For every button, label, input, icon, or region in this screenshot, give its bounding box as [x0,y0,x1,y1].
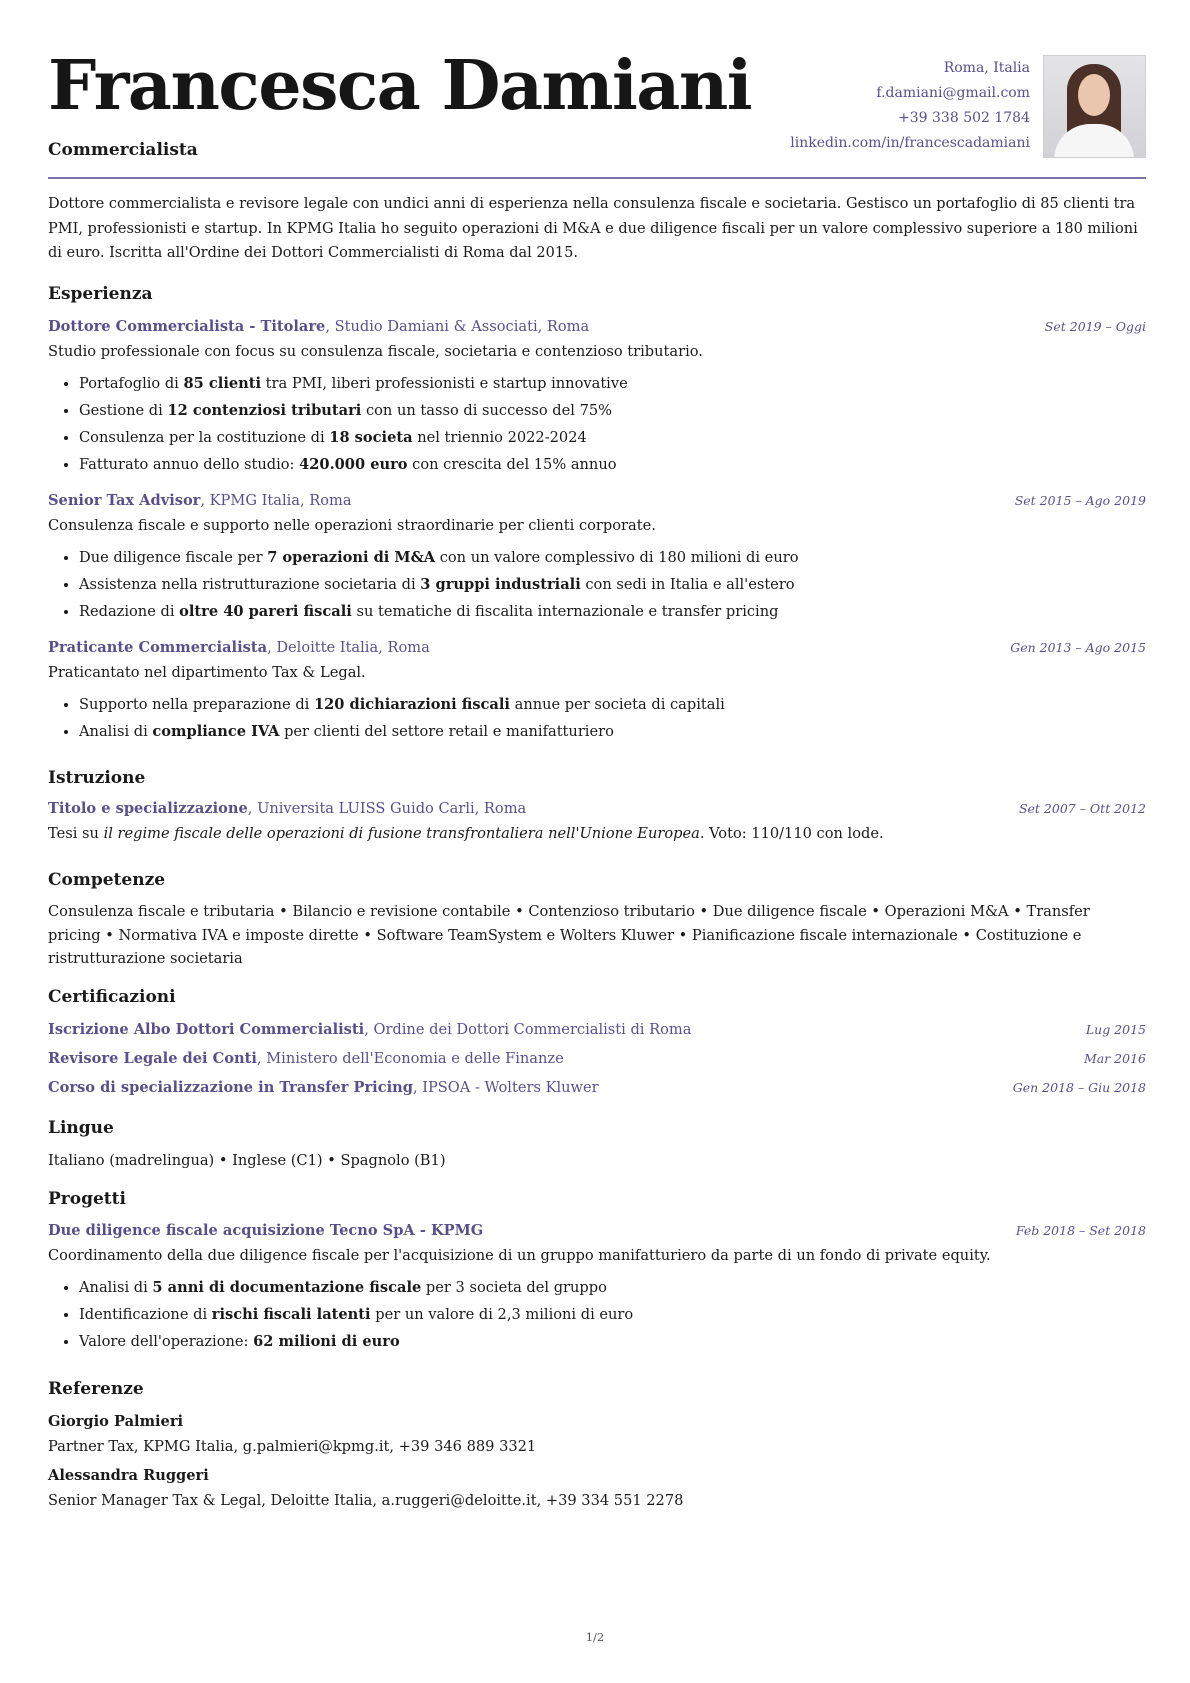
photo-face [1078,74,1110,116]
education-section [48,766,1146,846]
contact-phone[interactable]: +39 338 502 1784 [898,110,1030,126]
candidate-name: Francesca Damiani [48,46,752,126]
section-title-education: Istruzione [48,768,146,788]
degree-title: Titolo e specializzazione [48,800,248,817]
section-title-references: Referenze [48,1379,144,1399]
education-date: Set 2007 – Ott 2012 [1018,801,1146,816]
contact-block [790,56,1030,156]
contact-linkedin[interactable]: linkedin.com/in/francescadamiani [790,135,1030,151]
separator-dot: • [957,926,976,944]
experience-entry [48,314,1146,478]
separator-dot: • [100,926,119,944]
summary-text: Dottore commercialista e revisore legale con undici anni di esperienza nella consulenza fiscale e societaria. Gestisco un portafoglio di 85 clienti tra PMI, professionisti e startup. In KPMG Italia ho seguito operazioni di M&A e due diligence fiscali per un valore complessivo superiore a 180 milioni di euro. Iscritta all'Ordine dei Dottori Commercialisti di Roma dal 2015. [48,196,1138,261]
separator-dot: • [694,903,713,920]
project-bullets [48,1274,1146,1355]
job-description: Studio professionale con focus su consulenza fiscale, societaria e contenzioso tributario. [48,343,703,360]
reference-detail: Partner Tax, KPMG Italia, g.palmieri@kpmg.it, +39 346 889 3321 [48,1438,537,1455]
job-org: Deloitte Italia, Roma [276,639,430,656]
header-divider [48,177,1146,179]
project-name: Due diligence fiscale acquisizione Tecno SpA - KPMG [48,1222,484,1239]
contact-email[interactable]: f.damiani@gmail.com [876,85,1030,101]
job-org: KPMG Italia, Roma [209,492,352,509]
skill-item: Consulenza fiscale e tributaria [48,903,275,920]
job-date: Gen 2013 – Ago 2015 [1010,640,1146,655]
separator-dot: • [322,1151,341,1169]
section-title-skills: Competenze [48,870,166,890]
job-bullets [48,691,1146,745]
separator-dot: • [1008,903,1027,920]
entry-header: Senior Tax Advisor, KPMG Italia, Roma [48,492,352,509]
certification-date: Mar 2016 [1083,1050,1146,1066]
bullet-item: • Valore dell'operazione: 62 milioni di euro [79,1328,1146,1355]
separator-dot: • [866,903,885,920]
project-date: Feb 2018 – Set 2018 [1015,1223,1146,1238]
job-date: Set 2019 – Oggi [1044,319,1146,334]
language-item: Spagnolo (B1) [340,1151,446,1169]
project-description: Coordinamento della due diligence fiscale per l'acquisizione di un gruppo manifatturiero da parte di un fondo di private equity. [48,1247,991,1264]
job-bullets [48,370,1146,478]
job-role: Dottore Commercialista - Titolare [48,318,326,335]
section-title-certifications: Certificazioni [48,986,176,1007]
skill-item: Transfer pricing [48,903,1090,944]
bullet-item: • Fatturato annuo dello studio: 420.000 euro con crescita del 15% annuo [79,451,1146,478]
separator-dot: • [358,926,377,944]
entry-header: Titolo e specializzazione, Universita LUISS Guido Carli, Roma [48,800,527,817]
bullet-item: • Redazione di oltre 40 pareri fiscali su tematiche di fiscalita internazionale e transfer pricing [79,598,1146,625]
entry-header: Revisore Legale dei Conti, Ministero dell'Economia e delle Finanze [48,1049,564,1067]
certifications-section [48,985,1146,1100]
reference-name: Alessandra Ruggeri [48,1467,209,1484]
job-role: Praticante Commercialista [48,639,268,656]
certification-entry [48,1046,1146,1071]
bullet-item: • Identificazione di rischi fiscali latenti per un valore di 2,3 milioni di euro [79,1301,1146,1328]
projects-section [48,1187,1146,1355]
reference-detail: Senior Manager Tax & Legal, Deloitte Italia, a.ruggeri@deloitte.it, +39 334 551 2278 [48,1492,684,1509]
bullet-item: • Portafoglio di 85 clienti tra PMI, liberi professionisti e startup innovative [79,370,1146,397]
bullet-item: • Assistenza nella ristrutturazione societaria di 3 gruppi industriali con sedi in Italia e all'estero [79,571,1146,598]
entry-header: Dottore Commercialista - Titolare, Studio Damiani & Associati, Roma [48,318,590,335]
project-entry [48,1218,1146,1355]
skill-item: Costituzione e ristrutturazione societaria [48,926,1082,967]
experience-section [48,282,1146,745]
reference-name: Giorgio Palmieri [48,1413,184,1430]
job-date: Set 2015 – Ago 2019 [1014,493,1146,508]
separator-dot: • [673,926,692,944]
entry-header: Corso di specializzazione in Transfer Pricing, IPSOA - Wolters Kluwer [48,1078,599,1096]
certification-name: Revisore Legale dei Conti [48,1049,257,1067]
certification-name: Corso di specializzazione in Transfer Pricing [48,1078,413,1096]
separator-dot: • [274,903,293,920]
skill-item: Operazioni M&A [884,903,1009,920]
language-item: Inglese (C1) [232,1151,323,1169]
resume-page [48,0,1146,1683]
skills-section [48,868,1146,971]
education-description: Tesi su il regime fiscale delle operazioni di fusione transfrontaliera nell'Unione Europea. Voto: 110/110 con lode. [48,825,884,842]
bullet-item: • Consulenza per la costituzione di 18 societa nel triennio 2022-2024 [79,424,1146,451]
languages-list [48,1149,1146,1173]
job-bullets [48,544,1146,625]
certification-org: IPSOA - Wolters Kluwer [422,1078,599,1096]
entry-header: Praticante Commercialista, Deloitte Italia, Roma [48,639,430,656]
education-entry [48,796,1146,846]
entry-header [48,1218,1146,1243]
job-role: Senior Tax Advisor [48,492,201,509]
certification-org: Ordine dei Dottori Commercialisti di Roma [373,1020,692,1038]
job-description: Consulenza fiscale e supporto nelle operazioni straordinarie per clienti corporate. [48,517,656,534]
job-description: Praticantato nel dipartimento Tax & Legal. [48,664,366,681]
certification-date: Lug 2015 [1085,1021,1146,1037]
bullet-item: • Gestione di 12 contenziosi tributari con un tasso di successo del 75% [79,397,1146,424]
candidate-role: Commercialista [48,140,198,160]
section-title-languages: Lingue [48,1117,114,1138]
skill-item: Software TeamSystem e Wolters Kluwer [376,926,674,944]
bullet-item: • Supporto nella preparazione di 120 dichiarazioni fiscali annue per societa di capitali [79,691,1146,718]
resume-sections [48,282,1146,1513]
skill-item: Due diligence fiscale [712,903,867,920]
separator-dot: • [214,1151,233,1169]
language-item: Italiano (madrelingua) [48,1151,215,1169]
skill-item: Bilancio e revisione contabile [292,903,511,920]
languages-section [48,1116,1146,1173]
certification-name: Iscrizione Albo Dottori Commercialisti [48,1020,365,1038]
reference-entry [48,1463,1146,1513]
certification-org: Ministero dell'Economia e delle Finanze [266,1049,564,1067]
skills-list [48,900,1146,971]
contact-location: Roma, Italia [943,60,1030,76]
skill-item: Contenzioso tributario [528,903,695,920]
job-org: Studio Damiani & Associati, Roma [334,318,590,335]
certification-entry [48,1075,1146,1100]
references-section [48,1377,1146,1513]
separator-dot: • [510,903,529,920]
section-title-experience: Esperienza [48,284,153,304]
section-title-projects: Progetti [48,1189,126,1209]
education-org: Universita LUISS Guido Carli, Roma [257,800,527,817]
bullet-item: • Analisi di compliance IVA per clienti del settore retail e manifatturiero [79,718,1146,745]
skill-item: Normativa IVA e imposte dirette [118,926,359,944]
page-number: 1/2 [585,1630,605,1644]
bullet-item: • Analisi di 5 anni di documentazione fiscale per 3 societa del gruppo [79,1274,1146,1301]
reference-entry [48,1409,1146,1459]
profile-photo [1043,55,1146,158]
experience-entry [48,488,1146,625]
experience-entry [48,635,1146,745]
certification-date: Gen 2018 – Giu 2018 [1012,1079,1146,1095]
certification-entry [48,1017,1146,1042]
bullet-item: • Due diligence fiscale per 7 operazioni di M&A con un valore complessivo di 180 milioni di euro [79,544,1146,571]
skill-item: Pianificazione fiscale internazionale [691,926,958,944]
photo-shirt [1054,124,1134,158]
entry-header: Iscrizione Albo Dottori Commercialisti, Ordine dei Dottori Commercialisti di Roma [48,1020,692,1038]
